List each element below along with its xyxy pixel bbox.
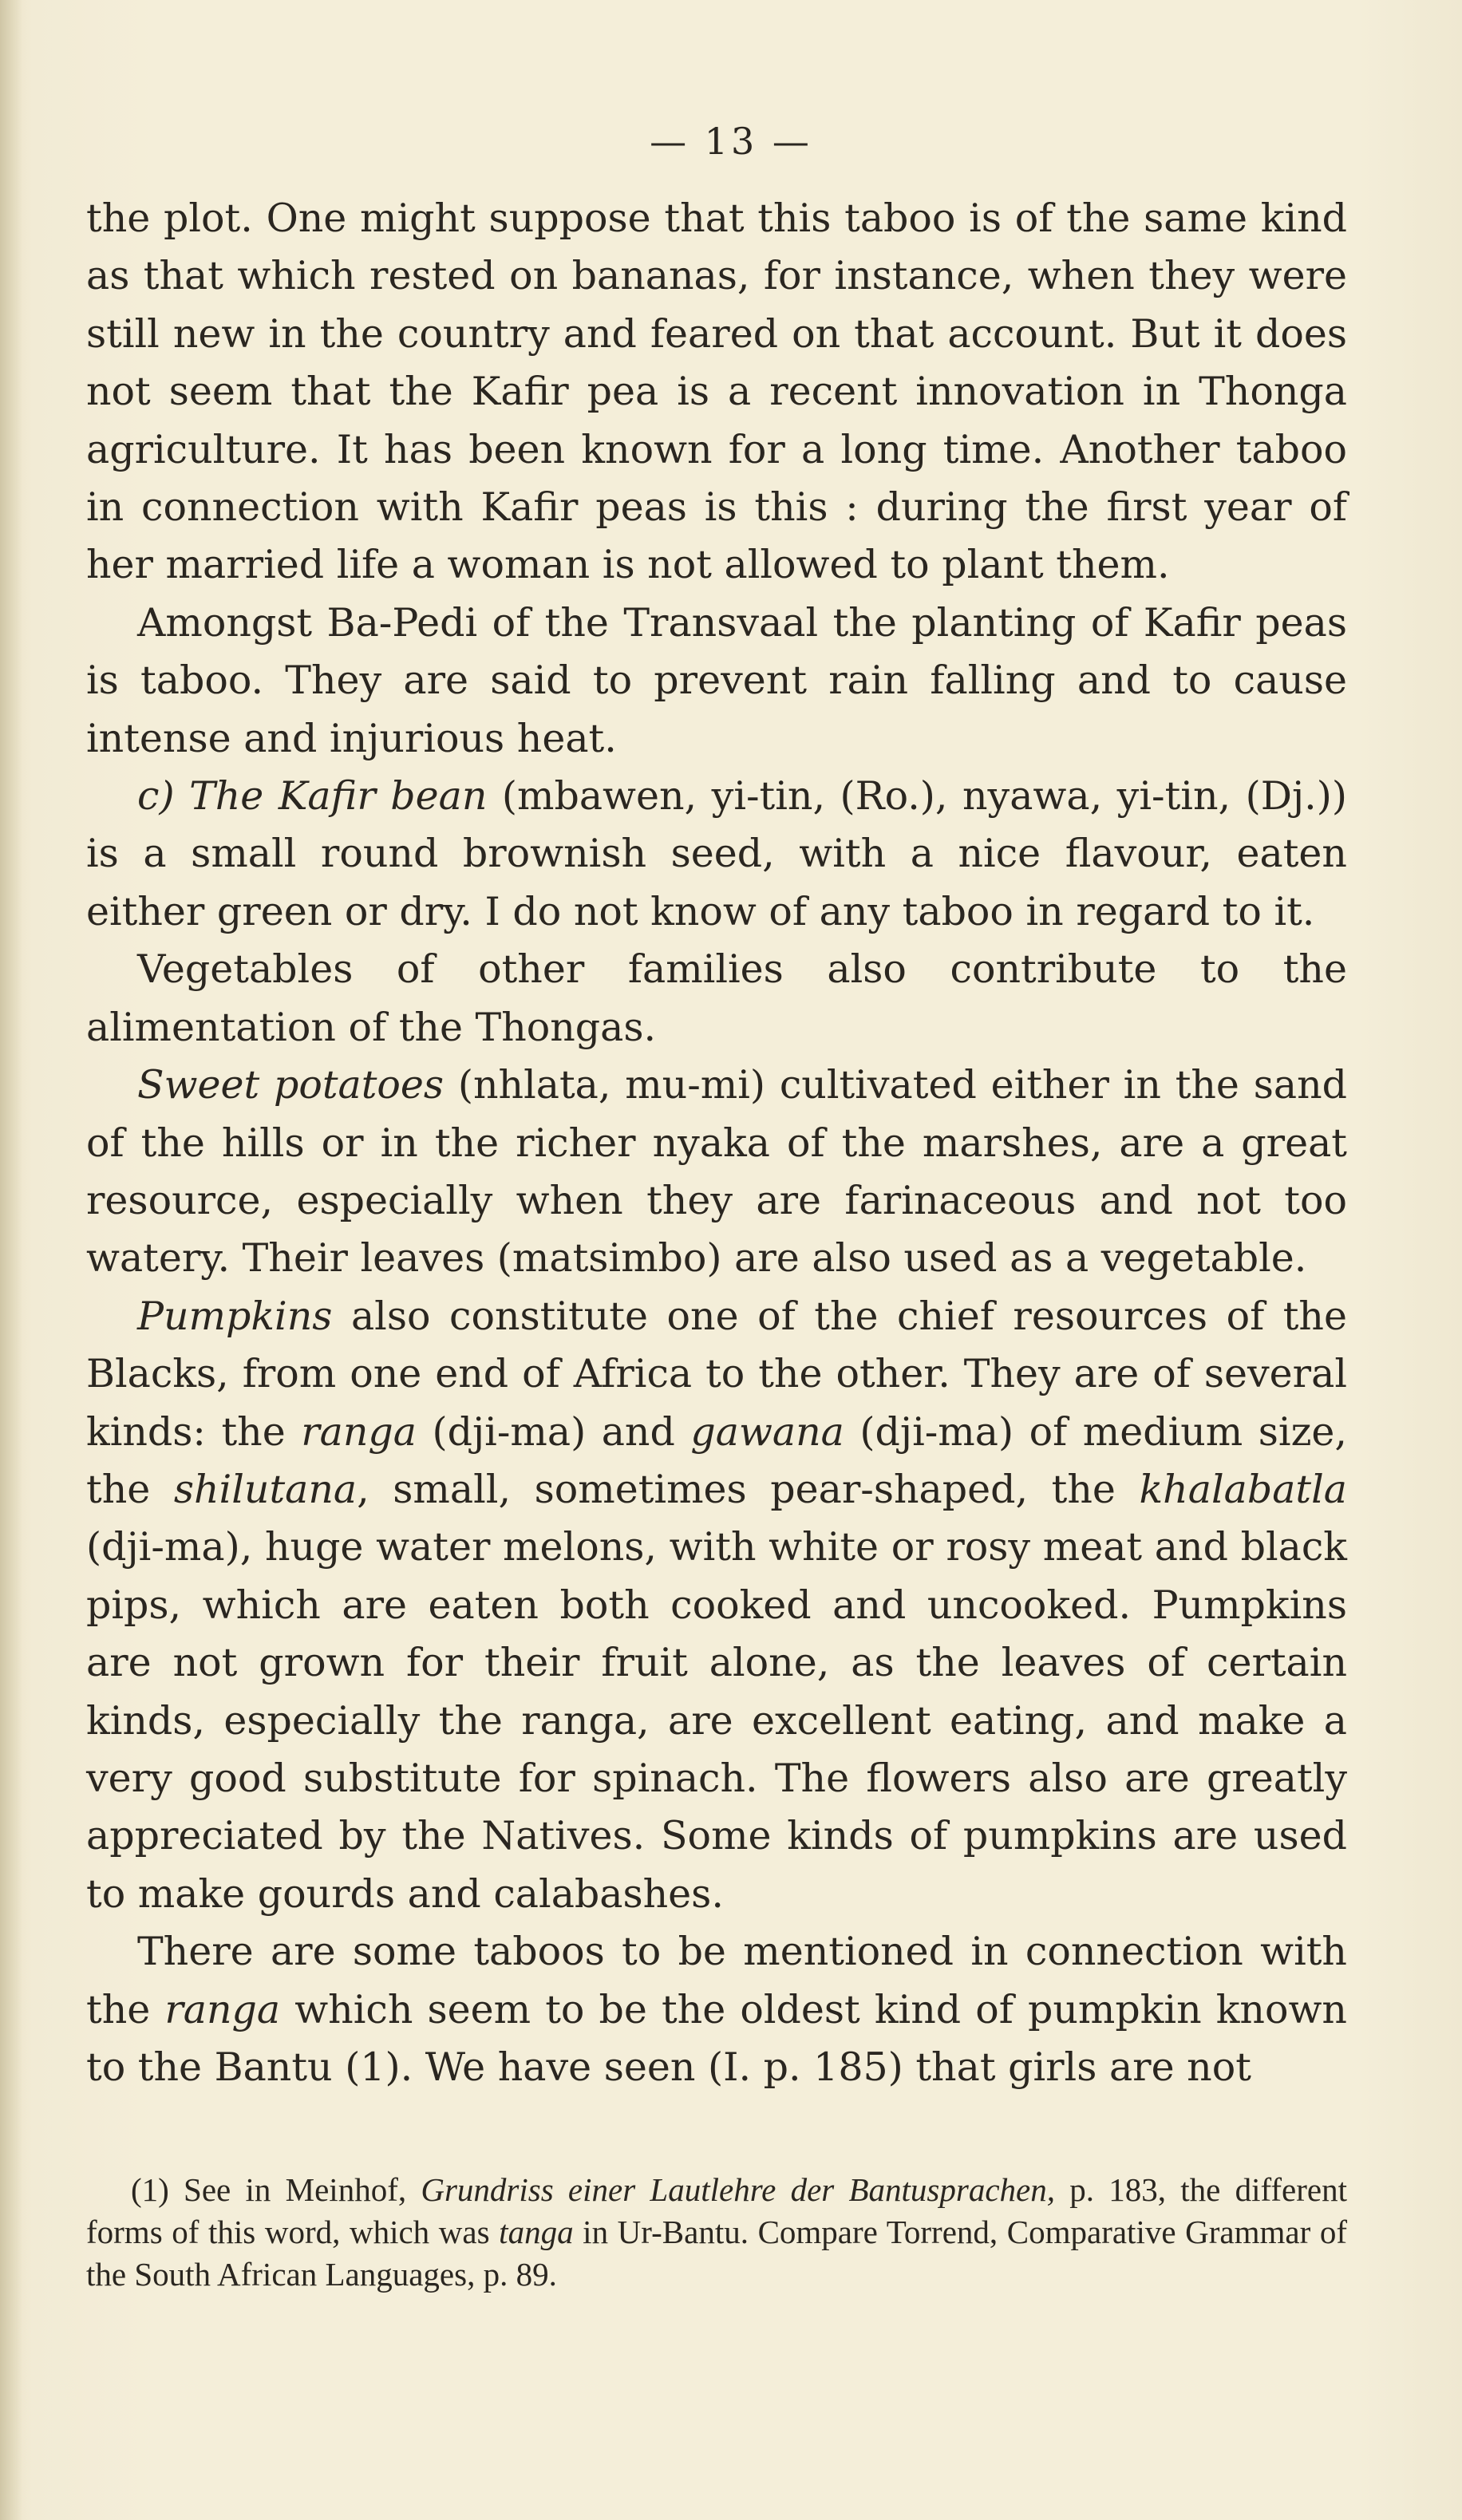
text-segment: (dji-ma), huge water melons, with white or rosy meat and black pips, which are eaten both cooked and uncooked. Pumpkins are not grown for their fruit alone, as the leaves of certain kinds, especially the ranga, are excellent eating, and make a very good substitute for spinach. The flowers also are greatly appreciated by the Natives. Some kinds of pumpkins are used to make gourds and calabashes. [86, 1524, 1347, 1917]
italic-segment: Sweet potatoes [137, 1062, 445, 1108]
italic-segment: shilutana [173, 1466, 358, 1512]
text-segment: (mbawen, yi-tin, (Ro.), nyawa, yi-tin, (Dj.)) is a small round brownish seed, with a nice flavour, eaten either green or dry. I do not know of any taboo in regard to it. [86, 773, 1347, 934]
text-segment: which seem to be the oldest kind of pumpkin known to the Bantu (1). We have seen (I. p. 185) that girls are not [86, 1986, 1347, 2090]
italic-segment: ranga [164, 1986, 281, 2032]
paragraph [86, 941, 1347, 1057]
text-segment: (1) See in Meinhof, [131, 2171, 421, 2208]
italic-segment: ranga [301, 1408, 417, 1455]
text-segment: , small, sometimes pear-shaped, the [357, 1466, 1140, 1512]
paragraph [86, 1057, 1347, 1288]
italic-segment: Grundriss einer Lautlehre der Bantusprachen, [421, 2171, 1055, 2208]
footnote [86, 2169, 1347, 2296]
paragraph [86, 1923, 1347, 2096]
text-segment: Vegetables of other families also contribute to the alimentation of the Thongas. [86, 946, 1347, 1050]
italic-segment: tanga [499, 2214, 574, 2250]
text-segment: (nhlata, mu-mi) cultivated either in the sand of the hills or in the richer nyaka of the marshes, are a great resource, especially when they are farinaceous and not too watery. Their leaves (matsimbo) are also used as a vegetable. [86, 1062, 1347, 1282]
text-segment: There are some taboos to be mentioned in connection with the [86, 1929, 1347, 2032]
paragraph [86, 190, 1347, 594]
text-segment: in Ur-Bantu. Compare Torrend, Comparative Grammar of the South African Languages, p. 89. [86, 2214, 1347, 2293]
italic-segment: khalabatla [1139, 1466, 1347, 1512]
text-segment: (dji-ma) and [417, 1408, 691, 1455]
text-segment: the plot. One might suppose that this taboo is of the same kind as that which rested on bananas, for instance, when they were still new in the country and feared on that account. But it does not seem that the Kafir pea is a recent innovation in Thonga agriculture. It has been known for a long time. Another taboo in connection with Kafir peas is this : during the first year of her married life a woman is not allowed to plant them. [86, 196, 1347, 588]
footnote-paragraph [86, 2169, 1347, 2296]
text-segment: Amongst Ba-Pedi of the Transvaal the planting of Kafir peas is taboo. They are said to prevent rain falling and to cause intense and injurious heat. [86, 599, 1347, 761]
italic-segment: gawana [690, 1408, 844, 1455]
text-segment: also constitute one of the chief resources of the Blacks, from one end of Africa to the other. They are of several kinds: the [86, 1293, 1347, 1455]
paragraph [86, 768, 1347, 941]
page-spine-shadow [0, 0, 22, 2520]
page-number: — 13 — [650, 120, 812, 163]
italic-segment: c) The Kafir bean [137, 773, 488, 820]
paragraph [86, 594, 1347, 768]
italic-segment: Pumpkins [137, 1293, 333, 1339]
paragraph [86, 1288, 1347, 1923]
text-segment: (dji-ma) of medium size, the [86, 1408, 1347, 1512]
body-text [86, 190, 1347, 2096]
text-segment: p. 183, the different forms of this word, which was [86, 2171, 1347, 2250]
